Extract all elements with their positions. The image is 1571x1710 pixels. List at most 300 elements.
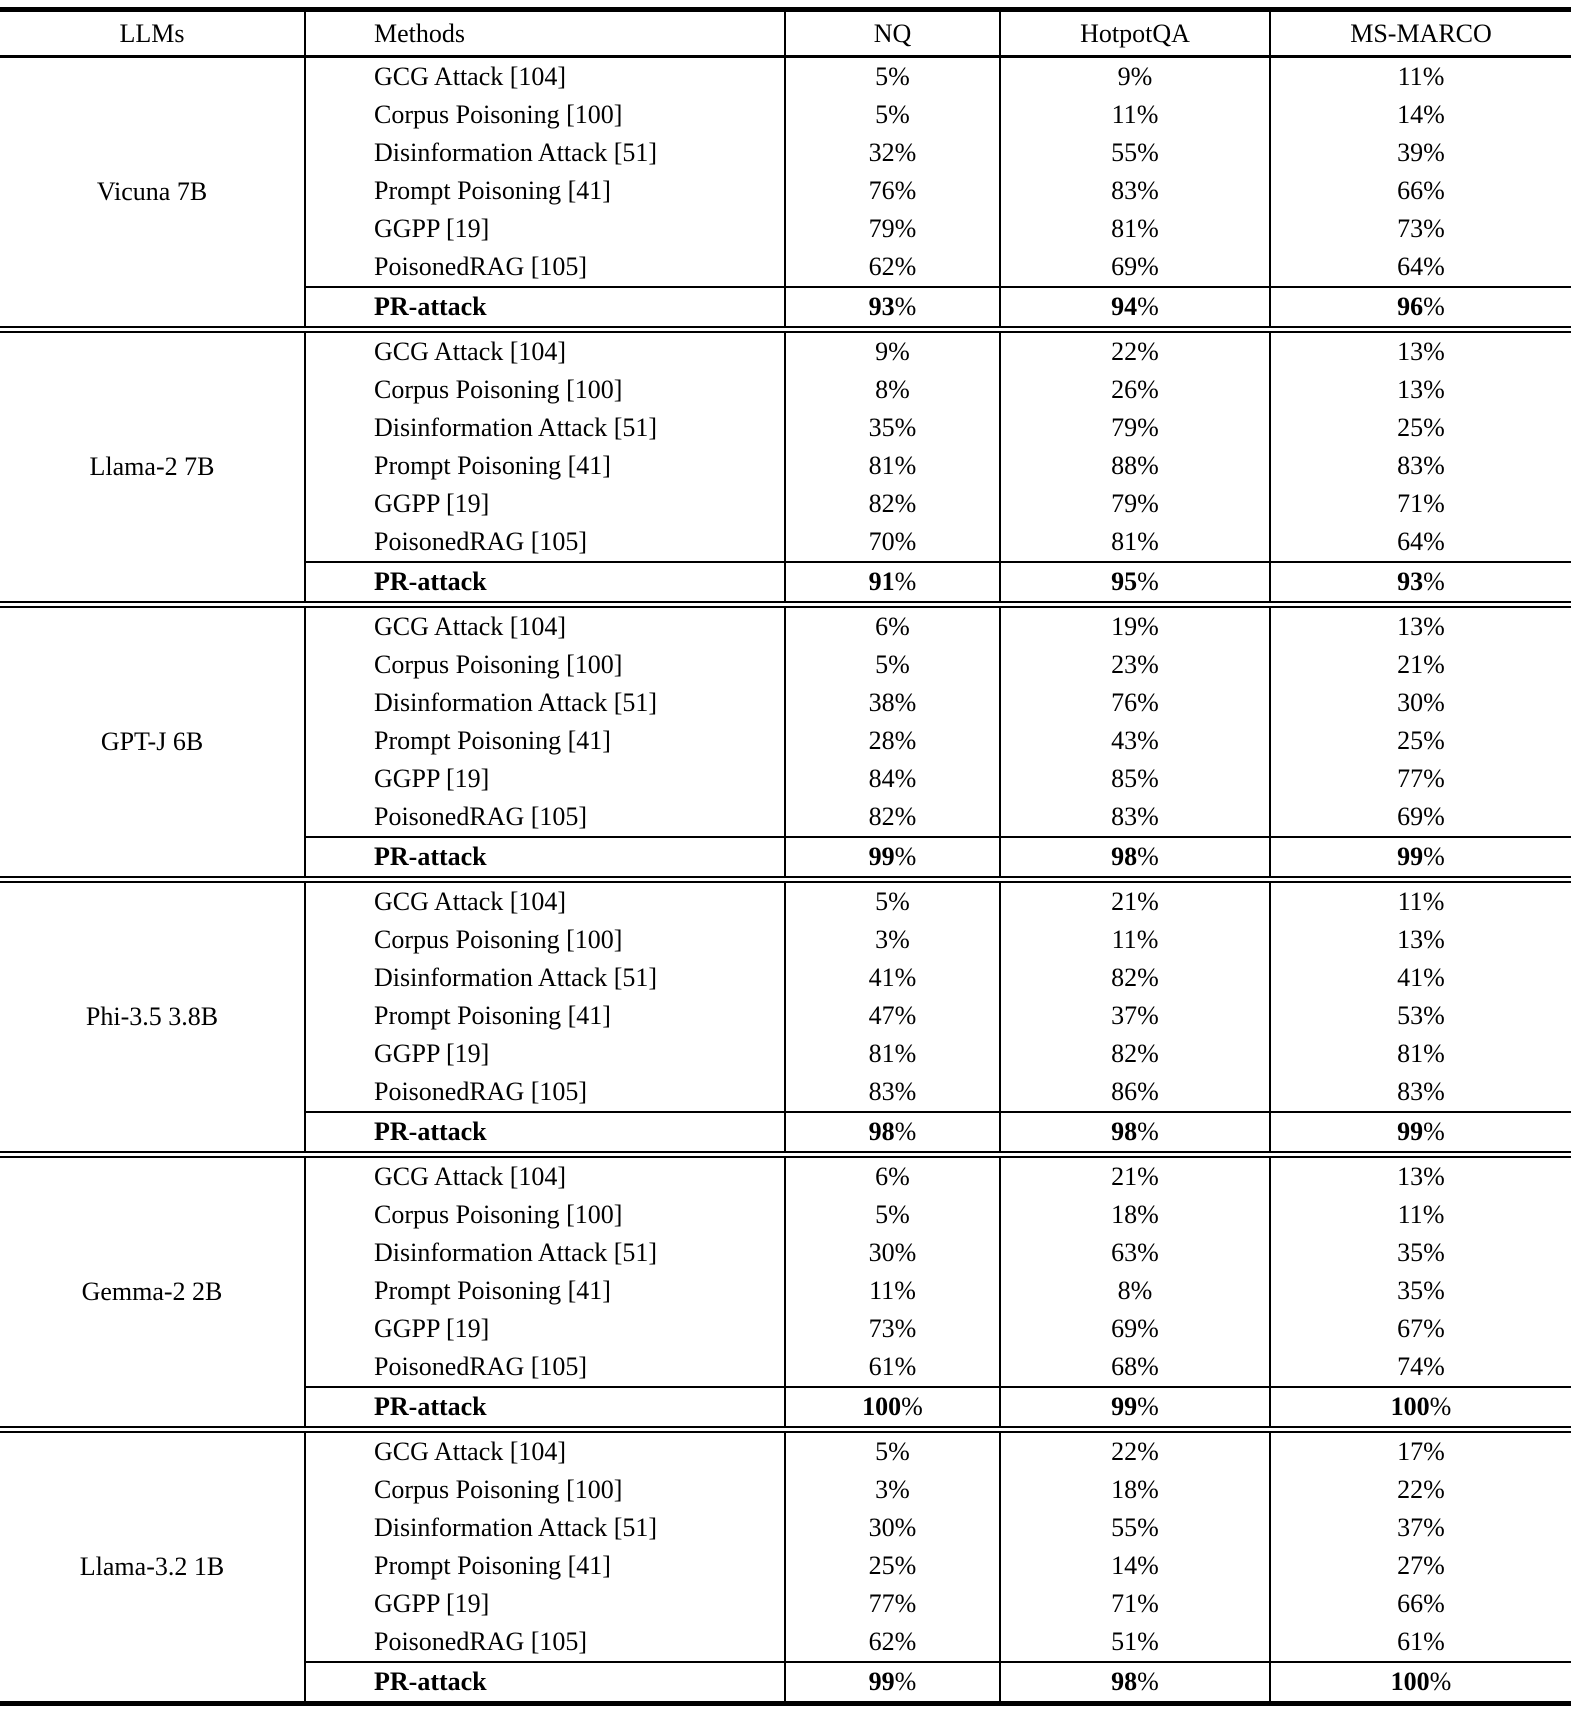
value-number: 37	[1397, 1513, 1424, 1543]
value-number: 76	[1111, 688, 1138, 718]
value-number: 30	[868, 1238, 895, 1268]
percent-sign: %	[1137, 413, 1159, 443]
method-cell: Prompt Poisoning [41]	[305, 447, 785, 485]
value-cell	[785, 880, 1000, 922]
method-cell: PR-attack	[305, 1387, 785, 1430]
value-number: 11	[1111, 100, 1137, 130]
percent-sign: %	[894, 842, 917, 872]
value-cell	[1270, 760, 1571, 798]
value-cell	[785, 485, 1000, 523]
value-cell	[1270, 287, 1571, 330]
value-number: 77	[868, 1589, 895, 1619]
value-number: 99	[1397, 1117, 1424, 1147]
llm-name: Llama-2 7B	[0, 330, 305, 605]
percent-sign: %	[1423, 1513, 1445, 1543]
percent-sign: %	[1137, 1314, 1159, 1344]
percent-sign: %	[1137, 726, 1159, 756]
percent-sign: %	[894, 176, 917, 206]
value-number: 27	[1397, 1551, 1424, 1581]
percent-sign: %	[1423, 612, 1445, 642]
value-cell	[1000, 1272, 1270, 1310]
method-cell: GCG Attack [104]	[305, 330, 785, 372]
value-cell	[1270, 1073, 1571, 1112]
value-cell	[1000, 760, 1270, 798]
value-number: 71	[1111, 1589, 1138, 1619]
value-number: 99	[868, 842, 895, 872]
value-cell	[785, 1112, 1000, 1155]
percent-sign: %	[1137, 1475, 1159, 1505]
percent-sign: %	[894, 451, 917, 481]
value-cell	[785, 1387, 1000, 1430]
value-cell	[785, 1662, 1000, 1704]
llm-block	[0, 605, 1571, 880]
method-cell: PR-attack	[305, 1662, 785, 1704]
percent-sign: %	[1423, 1589, 1445, 1619]
value-number: 21	[1111, 1162, 1138, 1192]
value-cell	[1000, 287, 1270, 330]
value-cell	[1000, 646, 1270, 684]
value-cell	[1270, 959, 1571, 997]
value-number: 26	[1111, 375, 1138, 405]
percent-sign: %	[1137, 292, 1159, 322]
value-cell	[1270, 605, 1571, 647]
value-number: 18	[1111, 1200, 1138, 1230]
percent-sign: %	[1423, 138, 1445, 168]
method-cell: PR-attack	[305, 1112, 785, 1155]
percent-sign: %	[894, 138, 917, 168]
value-number: 88	[1111, 451, 1138, 481]
value-number: 83	[1111, 802, 1138, 832]
value-cell	[785, 330, 1000, 372]
value-cell	[785, 287, 1000, 330]
method-cell: Corpus Poisoning [100]	[305, 371, 785, 409]
value-number: 5	[875, 100, 889, 130]
value-number: 21	[1111, 887, 1138, 917]
value-cell	[785, 837, 1000, 880]
value-cell	[785, 1547, 1000, 1585]
percent-sign: %	[1137, 1551, 1159, 1581]
method-cell: Prompt Poisoning [41]	[305, 997, 785, 1035]
value-cell	[785, 760, 1000, 798]
value-number: 25	[868, 1551, 895, 1581]
value-cell	[785, 1623, 1000, 1662]
percent-sign: %	[1137, 1001, 1159, 1031]
percent-sign: %	[1137, 887, 1159, 917]
value-number: 79	[868, 214, 895, 244]
method-cell: GCG Attack [104]	[305, 605, 785, 647]
value-cell	[1270, 57, 1571, 97]
value-cell	[1270, 1547, 1571, 1585]
percent-sign: %	[894, 963, 917, 993]
method-row	[0, 1430, 1571, 1472]
value-number: 35	[1397, 1238, 1424, 1268]
value-cell	[1000, 485, 1270, 523]
method-cell: Corpus Poisoning [100]	[305, 96, 785, 134]
value-number: 66	[1397, 176, 1424, 206]
llm-name: GPT-J 6B	[0, 605, 305, 880]
column-header-nq: NQ	[785, 10, 1000, 57]
percent-sign: %	[1423, 1162, 1445, 1192]
value-cell	[785, 921, 1000, 959]
percent-sign: %	[1137, 612, 1159, 642]
value-number: 6	[875, 612, 889, 642]
percent-sign: %	[1137, 567, 1159, 597]
value-cell	[1000, 447, 1270, 485]
value-number: 93	[1397, 567, 1424, 597]
value-number: 62	[868, 252, 895, 282]
value-cell	[785, 1073, 1000, 1112]
method-cell: GGPP [19]	[305, 485, 785, 523]
method-cell: GGPP [19]	[305, 1310, 785, 1348]
percent-sign: %	[1423, 1314, 1445, 1344]
percent-sign: %	[1137, 688, 1159, 718]
value-cell	[785, 1348, 1000, 1387]
value-number: 30	[868, 1513, 895, 1543]
value-number: 25	[1397, 726, 1424, 756]
value-number: 32	[868, 138, 895, 168]
column-header-llms: LLMs	[0, 10, 305, 57]
value-cell	[1000, 1310, 1270, 1348]
percent-sign: %	[894, 1589, 917, 1619]
value-number: 86	[1111, 1077, 1138, 1107]
value-cell	[1270, 96, 1571, 134]
method-cell: Disinformation Attack [51]	[305, 959, 785, 997]
value-number: 23	[1111, 650, 1138, 680]
method-row	[0, 880, 1571, 922]
value-cell	[785, 1310, 1000, 1348]
value-number: 81	[1111, 214, 1138, 244]
percent-sign: %	[1137, 1627, 1159, 1657]
value-cell	[1270, 523, 1571, 562]
value-number: 83	[868, 1077, 895, 1107]
method-cell: Prompt Poisoning [41]	[305, 1272, 785, 1310]
value-cell	[785, 57, 1000, 97]
percent-sign: %	[894, 1627, 917, 1657]
percent-sign: %	[1423, 527, 1445, 557]
value-number: 81	[868, 1039, 895, 1069]
value-number: 100	[1390, 1667, 1430, 1697]
method-cell: GGPP [19]	[305, 760, 785, 798]
value-number: 94	[1111, 292, 1138, 322]
percent-sign: %	[1423, 688, 1445, 718]
method-row	[0, 1155, 1571, 1197]
value-cell	[1000, 1662, 1270, 1704]
llm-block	[0, 1155, 1571, 1430]
value-cell	[785, 523, 1000, 562]
value-number: 19	[1111, 612, 1138, 642]
value-number: 11	[1111, 925, 1137, 955]
llm-block	[0, 880, 1571, 1155]
method-cell: Disinformation Attack [51]	[305, 409, 785, 447]
method-cell: PoisonedRAG [105]	[305, 1348, 785, 1387]
value-cell	[1270, 485, 1571, 523]
value-cell	[785, 684, 1000, 722]
percent-sign: %	[1423, 925, 1445, 955]
percent-sign: %	[1137, 1513, 1159, 1543]
percent-sign: %	[1423, 292, 1445, 322]
value-cell	[1270, 210, 1571, 248]
percent-sign: %	[894, 802, 917, 832]
value-cell	[1000, 1509, 1270, 1547]
percent-sign: %	[1137, 1437, 1159, 1467]
value-number: 64	[1397, 252, 1424, 282]
value-number: 61	[868, 1352, 895, 1382]
percent-sign: %	[1423, 764, 1445, 794]
percent-sign: %	[1423, 375, 1445, 405]
value-number: 100	[862, 1392, 902, 1422]
value-number: 35	[868, 413, 895, 443]
percent-sign: %	[1423, 1039, 1445, 1069]
percent-sign: %	[888, 100, 910, 130]
value-number: 85	[1111, 764, 1138, 794]
percent-sign: %	[894, 1117, 917, 1147]
percent-sign: %	[1136, 100, 1159, 130]
percent-sign: %	[1423, 1077, 1445, 1107]
value-cell	[1000, 921, 1270, 959]
value-number: 91	[868, 567, 895, 597]
value-number: 93	[868, 292, 895, 322]
value-number: 62	[868, 1627, 895, 1657]
percent-sign: %	[888, 337, 910, 367]
value-number: 13	[1397, 612, 1424, 642]
method-row	[0, 57, 1571, 97]
method-cell: GGPP [19]	[305, 210, 785, 248]
value-cell	[785, 210, 1000, 248]
value-cell	[1270, 1387, 1571, 1430]
method-cell: Prompt Poisoning [41]	[305, 1547, 785, 1585]
percent-sign: %	[894, 214, 917, 244]
value-number: 55	[1111, 138, 1138, 168]
percent-sign: %	[894, 567, 917, 597]
percent-sign: %	[894, 252, 917, 282]
value-cell	[1000, 722, 1270, 760]
value-cell	[785, 798, 1000, 837]
value-number: 66	[1397, 1589, 1424, 1619]
percent-sign: %	[1423, 1238, 1445, 1268]
percent-sign: %	[1423, 1276, 1445, 1306]
value-number: 11	[1397, 62, 1423, 92]
value-cell	[1000, 1585, 1270, 1623]
method-cell: Disinformation Attack [51]	[305, 1234, 785, 1272]
value-cell	[1000, 1471, 1270, 1509]
value-number: 53	[1397, 1001, 1424, 1031]
value-cell	[1000, 684, 1270, 722]
value-number: 3	[875, 1475, 889, 1505]
value-number: 81	[868, 451, 895, 481]
value-number: 17	[1397, 1437, 1424, 1467]
value-cell	[785, 959, 1000, 997]
value-cell	[1000, 134, 1270, 172]
percent-sign: %	[894, 1077, 917, 1107]
percent-sign: %	[894, 1551, 917, 1581]
percent-sign: %	[1423, 489, 1445, 519]
percent-sign: %	[888, 887, 910, 917]
value-number: 71	[1397, 489, 1424, 519]
percent-sign: %	[1137, 963, 1159, 993]
percent-sign: %	[1137, 252, 1159, 282]
percent-sign: %	[1137, 1039, 1159, 1069]
value-number: 14	[1397, 100, 1424, 130]
value-cell	[785, 1430, 1000, 1472]
value-cell	[785, 134, 1000, 172]
value-cell	[1000, 1035, 1270, 1073]
method-cell: Corpus Poisoning [100]	[305, 921, 785, 959]
value-cell	[785, 562, 1000, 605]
percent-sign: %	[1130, 62, 1153, 92]
value-number: 8	[875, 375, 889, 405]
value-number: 22	[1111, 337, 1138, 367]
header-row	[0, 10, 1571, 57]
value-number: 25	[1397, 413, 1424, 443]
percent-sign: %	[894, 1352, 917, 1382]
llm-block	[0, 57, 1571, 330]
value-cell	[1270, 1471, 1571, 1509]
percent-sign: %	[1423, 1352, 1445, 1382]
value-number: 38	[868, 688, 895, 718]
method-cell: PoisonedRAG [105]	[305, 1073, 785, 1112]
value-number: 9	[1117, 62, 1131, 92]
value-number: 69	[1111, 252, 1138, 282]
method-cell: GGPP [19]	[305, 1585, 785, 1623]
method-cell: PoisonedRAG [105]	[305, 248, 785, 287]
percent-sign: %	[1137, 527, 1159, 557]
percent-sign: %	[1423, 100, 1445, 130]
value-number: 64	[1397, 527, 1424, 557]
percent-sign: %	[888, 925, 910, 955]
percent-sign: %	[1423, 252, 1445, 282]
percent-sign: %	[1137, 138, 1159, 168]
method-cell: Corpus Poisoning [100]	[305, 1196, 785, 1234]
percent-sign: %	[1136, 925, 1159, 955]
method-cell: Disinformation Attack [51]	[305, 684, 785, 722]
value-number: 61	[1397, 1627, 1424, 1657]
value-cell	[1000, 1387, 1270, 1430]
value-number: 5	[875, 1200, 889, 1230]
value-cell	[1000, 96, 1270, 134]
method-cell: GCG Attack [104]	[305, 1430, 785, 1472]
value-cell	[1000, 1196, 1270, 1234]
value-cell	[785, 248, 1000, 287]
percent-sign: %	[1137, 214, 1159, 244]
value-cell	[1270, 371, 1571, 409]
value-number: 81	[1397, 1039, 1424, 1069]
method-cell: GCG Attack [104]	[305, 1155, 785, 1197]
value-cell	[785, 409, 1000, 447]
value-cell	[1270, 1234, 1571, 1272]
value-number: 99	[1397, 842, 1424, 872]
percent-sign: %	[1137, 1077, 1159, 1107]
percent-sign: %	[894, 764, 917, 794]
value-cell	[785, 1509, 1000, 1547]
percent-sign: %	[1137, 1352, 1159, 1382]
value-number: 69	[1111, 1314, 1138, 1344]
percent-sign: %	[1423, 413, 1445, 443]
value-number: 73	[868, 1314, 895, 1344]
value-cell	[1270, 837, 1571, 880]
percent-sign: %	[1423, 650, 1445, 680]
percent-sign: %	[1423, 726, 1445, 756]
value-cell	[1000, 409, 1270, 447]
percent-sign: %	[888, 1200, 910, 1230]
percent-sign: %	[894, 413, 917, 443]
value-number: 98	[1111, 1117, 1138, 1147]
value-number: 83	[1397, 451, 1424, 481]
percent-sign: %	[1137, 1238, 1159, 1268]
percent-sign: %	[1423, 176, 1445, 206]
value-number: 13	[1397, 337, 1424, 367]
percent-sign: %	[1423, 1437, 1445, 1467]
value-cell	[785, 1035, 1000, 1073]
value-cell	[1000, 959, 1270, 997]
percent-sign: %	[894, 1513, 917, 1543]
results-table	[0, 7, 1571, 1706]
value-cell	[1270, 798, 1571, 837]
value-number: 73	[1397, 214, 1424, 244]
value-number: 11	[1397, 887, 1423, 917]
percent-sign: %	[894, 292, 917, 322]
value-number: 3	[875, 925, 889, 955]
method-cell: Disinformation Attack [51]	[305, 1509, 785, 1547]
percent-sign: %	[888, 375, 910, 405]
percent-sign: %	[888, 62, 910, 92]
method-row	[0, 605, 1571, 647]
percent-sign: %	[1422, 887, 1445, 917]
value-number: 5	[875, 650, 889, 680]
value-cell	[1000, 210, 1270, 248]
llm-name: Phi-3.5 3.8B	[0, 880, 305, 1155]
value-number: 21	[1397, 650, 1424, 680]
percent-sign: %	[1130, 1276, 1153, 1306]
value-number: 13	[1397, 925, 1424, 955]
value-number: 63	[1111, 1238, 1138, 1268]
method-cell: Prompt Poisoning [41]	[305, 172, 785, 210]
percent-sign: %	[1137, 764, 1159, 794]
value-cell	[1000, 1112, 1270, 1155]
percent-sign: %	[1423, 337, 1445, 367]
percent-sign: %	[1423, 1117, 1445, 1147]
value-number: 82	[1111, 1039, 1138, 1069]
method-cell: Corpus Poisoning [100]	[305, 646, 785, 684]
value-number: 82	[868, 489, 895, 519]
value-number: 28	[868, 726, 895, 756]
value-cell	[1270, 1310, 1571, 1348]
column-header-ms-marco: MS-MARCO	[1350, 18, 1492, 48]
value-number: 74	[1397, 1352, 1424, 1382]
value-number: 77	[1397, 764, 1424, 794]
percent-sign: %	[1137, 1162, 1159, 1192]
value-cell	[1000, 798, 1270, 837]
percent-sign: %	[1137, 842, 1159, 872]
value-number: 99	[1111, 1392, 1138, 1422]
value-cell	[1270, 1348, 1571, 1387]
value-number: 55	[1111, 1513, 1138, 1543]
value-cell	[1000, 997, 1270, 1035]
percent-sign: %	[1423, 1475, 1445, 1505]
value-number: 69	[1397, 802, 1424, 832]
method-cell: PoisonedRAG [105]	[305, 798, 785, 837]
value-number: 37	[1111, 1001, 1138, 1031]
percent-sign: %	[894, 489, 917, 519]
value-number: 99	[868, 1667, 895, 1697]
method-cell: GCG Attack [104]	[305, 57, 785, 97]
percent-sign: %	[1423, 842, 1445, 872]
percent-sign: %	[1137, 1589, 1159, 1619]
value-cell	[785, 1196, 1000, 1234]
percent-sign: %	[888, 1437, 910, 1467]
value-cell	[1270, 248, 1571, 287]
value-cell	[1270, 1155, 1571, 1197]
llm-name: Llama-3.2 1B	[0, 1430, 305, 1704]
